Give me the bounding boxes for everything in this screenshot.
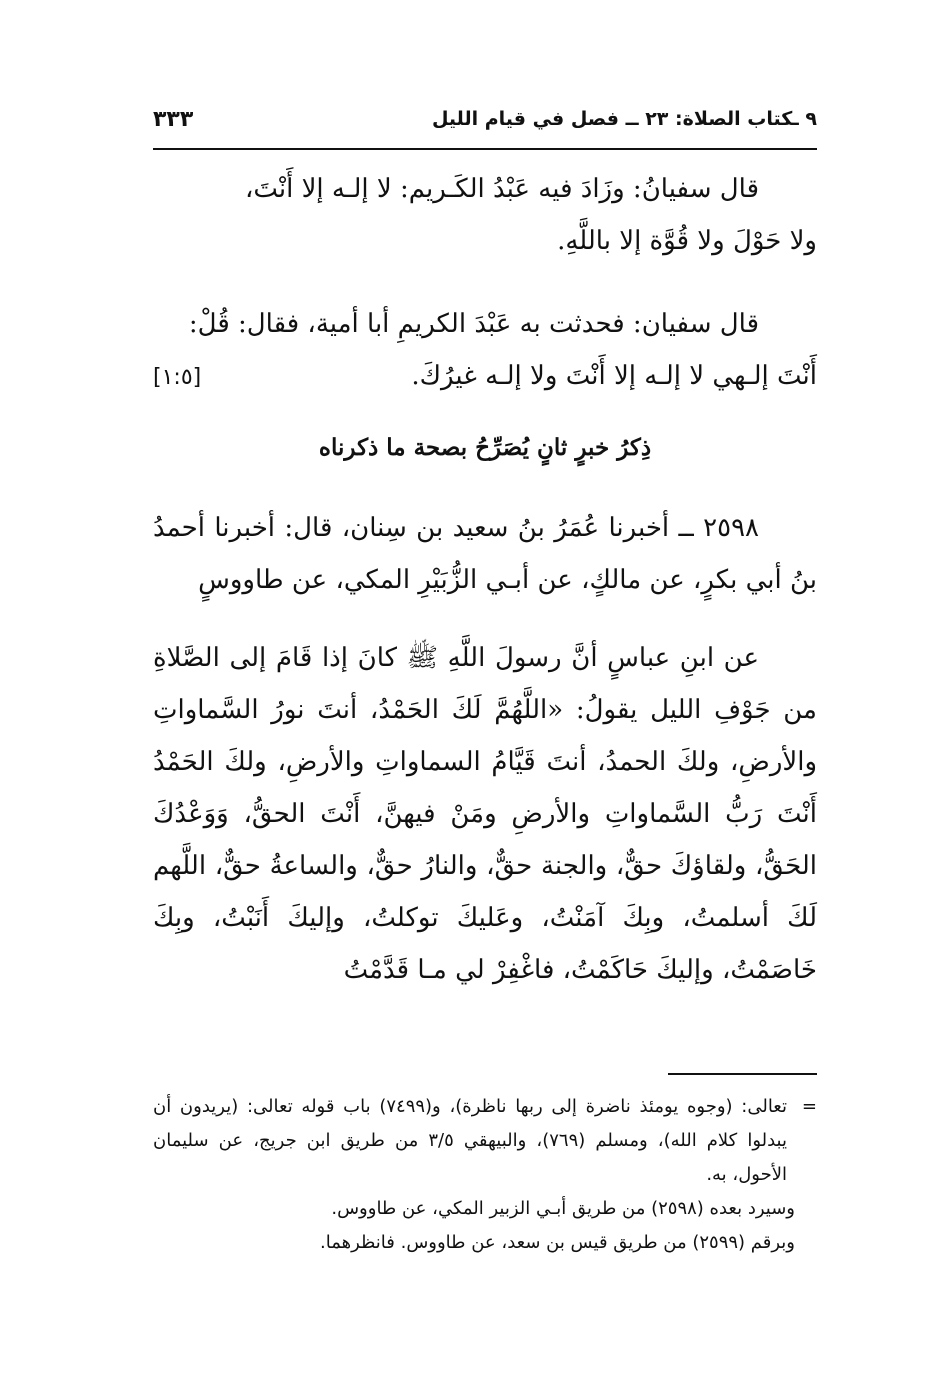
footnote-text: وسيرد بعده (٢٥٩٨) من طريق أبـي الزبير المكي، عن طاووس. bbox=[331, 1198, 795, 1219]
header-rule bbox=[153, 148, 817, 150]
footnote-text: وبرقم (٢٥٩٩) من طريق قيس بن سعد، عن طاووس. فانظرهما. bbox=[319, 1232, 795, 1253]
hadith-reference: [١:٥] bbox=[153, 365, 202, 390]
paragraph-line: قال سفيان: فحدثت به عَبْدَ الكريمِ أبا أمية، فقال: قُلْ: bbox=[188, 309, 759, 339]
paragraph-sufyan-1 bbox=[153, 163, 817, 267]
matn-paragraph bbox=[153, 632, 817, 996]
paragraph-line: ولا حَوْلَ ولا قُوَّة إلا باللَّهِ. bbox=[557, 226, 817, 256]
continuation-mark: = bbox=[801, 1096, 817, 1117]
running-title: ٩ ـكتاب الصلاة: ٢٣ ــ فصل في قيام الليل bbox=[431, 108, 817, 130]
isnad-paragraph bbox=[153, 502, 817, 606]
footnotes bbox=[153, 1090, 817, 1260]
section-title: ذِكرُ خبرٍ ثانٍ يُصَرِّحُ بصحة ما ذكرناه bbox=[318, 434, 652, 461]
footnote-rule bbox=[668, 1073, 817, 1075]
paragraph-sufyan-2 bbox=[153, 298, 817, 404]
page-header bbox=[153, 100, 817, 138]
matn-text: عن ابنِ عباسٍ أنَّ رسولَ اللَّهِ ﷺ كانَ إذا قَامَ إلى الصَّلاةِ من جَوْفِ الليل يقولُ: «اللَّهُمَّ لَكَ الحَمْدُ، أنتَ نورُ السَّماواتِ والأرضِ، ولكَ الحمدُ، أنتَ قَيَّامُ السماواتِ والأرضِ، ولكَ الحَمْدُ أَنْتَ رَبُّ السَّماواتِ والأرضِ ومَنْ فيهنَّ، أَنْتَ الحقُّ، وَوَعْدُكَ الحَقُّ، ولقاؤكَ حقٌّ، والجنة حقٌّ، والنارُ حقٌّ، والساعةُ حقٌّ، اللَّهم لَكَ أسلمتُ، وبِكَ آمَنْتُ، وعَليكَ توكلتُ، وإليكَ أَنَبْتُ، وبِكَ خَاصَمْتُ، وإليكَ حَاكَمْتُ، فاغْفِرْ لي مـا قَدَّمْتُ bbox=[153, 643, 817, 985]
footnote-text: تعالى: (وجوه يومئذ ناضرة إلى ربها ناظرة)، و(٧٤٩٩) باب قوله تعالى: (يريدون أن يبدلوا كلام الله)، ومسلم (٧٦٩)، والبيهقي ٣/٥ من طريق ابن جريج، عن سليمان الأحول، به. bbox=[153, 1096, 788, 1185]
paragraph-line-with-reference bbox=[153, 350, 817, 404]
page-number: ٣٣٣ bbox=[153, 106, 194, 132]
footnote-continuation bbox=[153, 1090, 817, 1192]
paragraph-line: أَنْتَ إلـهي لا إلـه إلا أَنْتَ ولا إلـه غيرُكَ. bbox=[411, 361, 817, 391]
paragraph-line: قال سفيانُ: وزَادَ فيه عَبْدُ الكَـريم: لا إلـه إلا أَنْتَ، bbox=[244, 174, 759, 204]
isnad-text: ٢٥٩٨ ــ أخبرنا عُمَرُ بنُ سعيد بن سِنان، قال: أخبرنا أحمدُ بنُ أبي بكرٍ، عن مالكٍ، عن أبـي الزُّبَيْرِ المكي، عن طاووسٍ bbox=[153, 513, 817, 595]
